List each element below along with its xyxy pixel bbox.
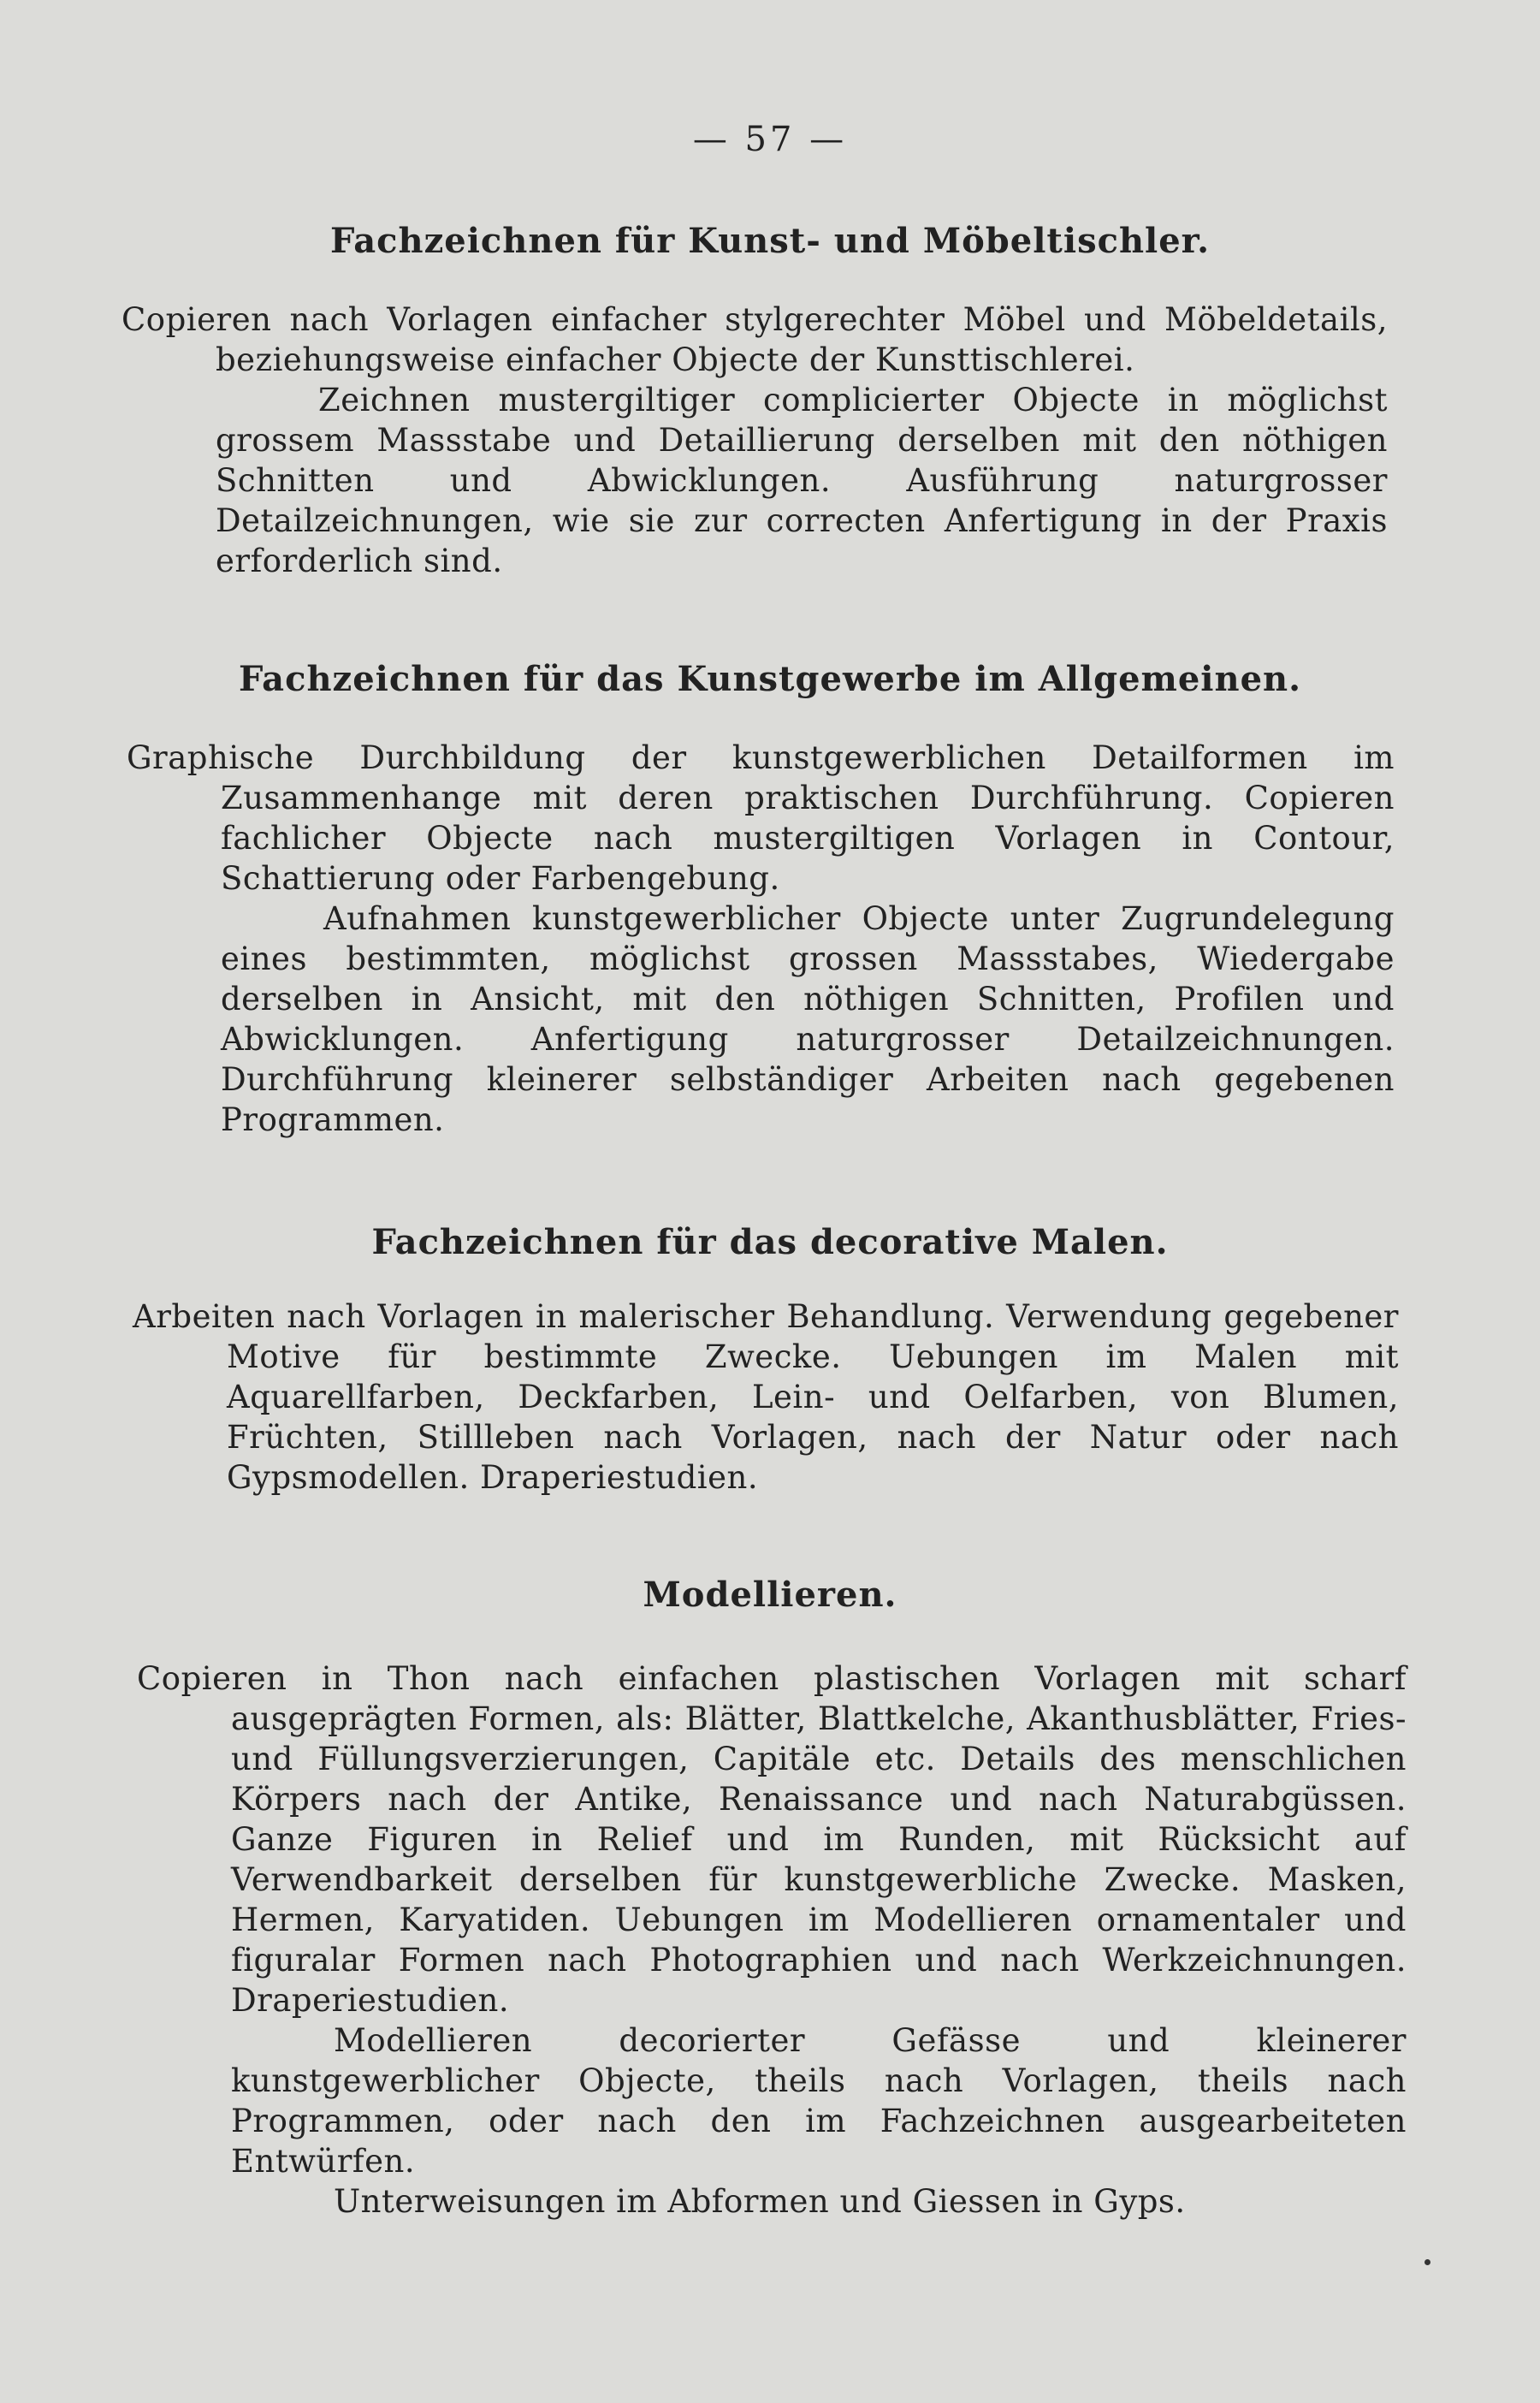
paragraph: Copieren in Thon nach einfachen plastischen Vorlagen mit scharf ausgeprägten Formen, als: Blätter, Blattkelche, Akanthusblätter, Fries- und Füllungsverzierungen, Capitäle etc. Details des menschlichen Körpers nach der Antike, Renaissance und nach Naturabgüssen. Ganze Figuren in Relief und im Runden, mit Rücksicht auf Verwendbarkeit derselben für kunstgewerbliche Zwecke. Masken, Hermen, Karyatiden. Uebungen im Modellieren ornamentaler und figuralar Formen nach Photographien und nach Werkzeichnungen. Draperiestudien.: [137, 1660, 1407, 2019]
section-body-kunst-moebeltischler: [121, 300, 1388, 581]
ink-speck: [1424, 2259, 1430, 2265]
section-body-modellieren: [137, 1658, 1407, 2222]
section-heading-modellieren: Modellieren.: [643, 1575, 897, 1615]
section-heading-kunstgewerbe: Fachzeichnen für das Kunstgewerbe im Allgemeinen.: [238, 659, 1302, 699]
section-body-kunstgewerbe: [127, 738, 1395, 1140]
page-number: — 57 —: [692, 120, 848, 159]
paragraph: Unterweisungen im Abformen und Giessen in Gyps.: [334, 2183, 1186, 2220]
section-heading-kunst-moebeltischler: Fachzeichnen für Kunst- und Möbeltischler.: [330, 221, 1210, 261]
section-body-decorative-malen: [133, 1296, 1399, 1498]
paragraph: Copieren nach Vorlagen einfacher stylgerechter Möbel und Möbeldetails, beziehungsweise einfacher Objecte der Kunsttischlerei.: [121, 301, 1388, 378]
paragraph: Zeichnen mustergiltiger complicierter Objecte in möglichst grossem Massstabe und Detaillierung derselben mit den nöthigen Schnitten und Abwicklungen. Ausführung naturgrosser Detailzeichnungen, wie sie zur correcten Anfertigung in der Praxis erforderlich sind.: [216, 382, 1388, 579]
section-heading-decorative-malen: Fachzeichnen für das decorative Malen.: [371, 1222, 1169, 1262]
paragraph: Modellieren decorierter Gefässe und kleinerer kunstgewerblicher Objecte, theils nach Vorlagen, theils nach Programmen, oder nach den im Fachzeichnen ausgearbeiteten Entwürfen.: [231, 2022, 1407, 2180]
paragraph: Arbeiten nach Vorlagen in malerischer Behandlung. Verwendung gegebener Motive für bestimmte Zwecke. Uebungen im Malen mit Aquarellfarben, Deckfarben, Lein- und Oelfarben, von Blumen, Früchten, Stillleben nach Vorlagen, nach der Natur oder nach Gypsmodellen. Draperiestudien.: [133, 1298, 1399, 1496]
paragraph: Aufnahmen kunstgewerblicher Objecte unter Zugrundelegung eines bestimmten, möglichst grossen Massstabes, Wiedergabe derselben in Ansicht, mit den nöthigen Schnitten, Profilen und Abwicklungen. Anfertigung naturgrosser Detailzeichnungen. Durchführung kleinerer selbständiger Arbeiten nach gegebenen Programmen.: [221, 900, 1395, 1138]
paragraph: Graphische Durchbildung der kunstgewerblichen Detailformen im Zusammenhange mit deren praktischen Durchführung. Copieren fachlicher Objecte nach mustergiltigen Vorlagen in Contour, Schattierung oder Farbengebung.: [127, 739, 1395, 897]
